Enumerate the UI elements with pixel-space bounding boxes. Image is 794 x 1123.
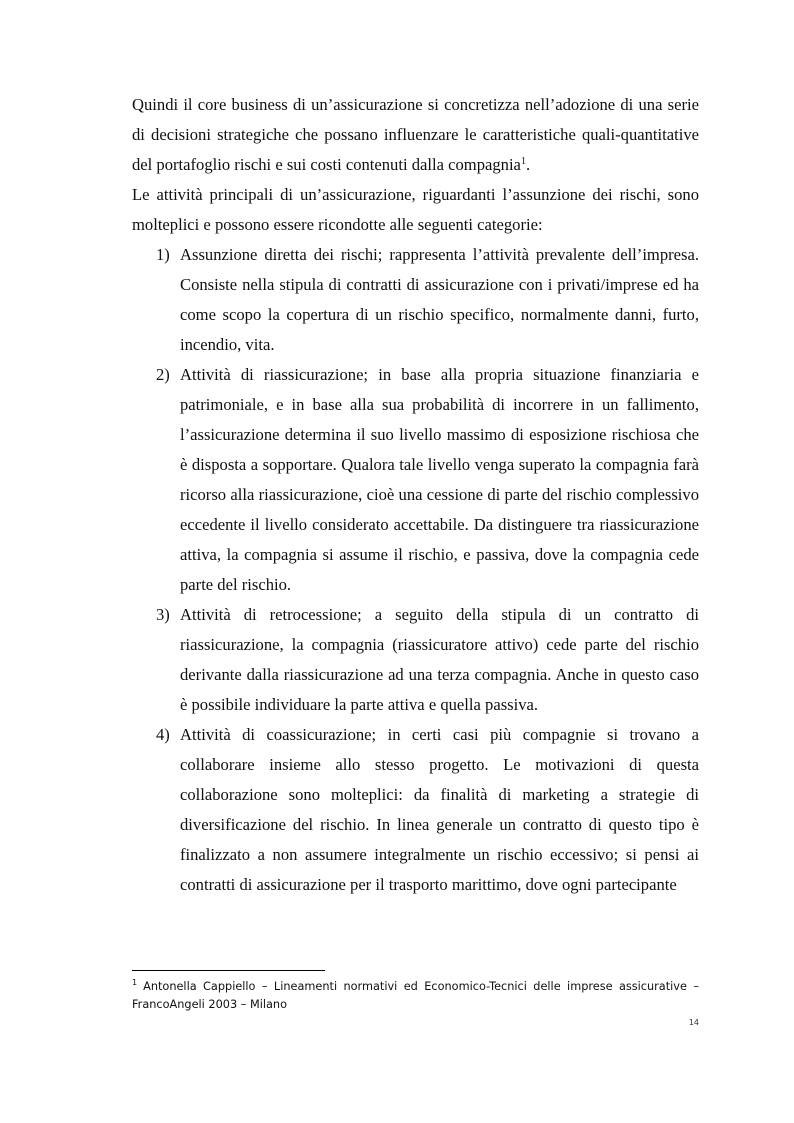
- list-item: [132, 600, 699, 720]
- intro-paragraph: [132, 90, 699, 180]
- list-item: [132, 240, 699, 360]
- body-text: [132, 90, 699, 900]
- list-item-number: 2): [156, 365, 170, 384]
- list-item: [132, 360, 699, 600]
- footnote: [132, 978, 699, 1014]
- list-item: [132, 720, 699, 900]
- list-item-text: Attività di riassicurazione; in base alla propria situazione finanziaria e patrimoniale, e in base alla sua probabilità di incorrere in un fallimento, l’assicurazione determina il suo livello massimo di esposizione rischiosa che è disposta a sopportare. Qualora tale livello venga superato la compagnia farà ricorso alla riassicurazione, cioè una cessione di parte del rischio complessivo eccedente il livello considerato accettabile. Da distinguere tra riassicurazione attiva, la compagnia si assume il rischio, e passiva, dove la compagnia cede parte del rischio.: [180, 365, 699, 594]
- footnote-number: 1: [132, 978, 138, 987]
- list-item-text: Attività di retrocessione; a seguito della stipula di un contratto di riassicurazione, la compagnia (riassicuratore attivo) cede parte del rischio derivante dalla riassicurazione ad una terza compagnia. Anche in questo caso è possibile individuare la parte attiva e quella passiva.: [180, 605, 699, 714]
- footnote-reference[interactable]: 1: [520, 156, 526, 167]
- footnote-text: Antonella Cappiello – Lineamenti normativi ed Economico-Tecnici delle imprese assicurative – FrancoAngeli 2003 – Milano: [132, 980, 699, 1011]
- lead-paragraph: Le attività principali di un’assicurazione, riguardanti l’assunzione dei rischi, sono molteplici e possono essere ricondotte alle seguenti categorie:: [132, 185, 699, 234]
- list-item-text: Attività di coassicurazione; in certi casi più compagnie si trovano a collaborare insieme allo stesso progetto. Le motivazioni di questa collaborazione sono molteplici: da finalità di marketing a strategie di diversificazione del rischio. In linea generale un contratto di questo tipo è finalizzato a non assumere integralmente un rischio eccessivo; si pensi ai contratti di assicurazione per il trasporto marittimo, dove ogni partecipante: [180, 725, 699, 894]
- intro-end: .: [525, 155, 531, 174]
- list-item-number: 1): [156, 245, 170, 264]
- intro-text: Quindi il core business di un’assicurazione si concretizza nell’adozione di una serie di decisioni strategiche che possano influenzare le caratteristiche quali-quantitative del portafoglio rischi e sui costi contenuti dalla compagnia: [132, 95, 699, 174]
- list-item-text: Assunzione diretta dei rischi; rappresenta l’attività prevalente dell’impresa. Consiste nella stipula di contratti di assicurazione con i privati/imprese ed ha come scopo la copertura di un rischio specifico, normalmente danni, furto, incendio, vita.: [180, 245, 699, 354]
- list-item-number: 4): [156, 725, 170, 744]
- page-number: 14: [688, 1018, 699, 1027]
- footnote-separator: [132, 970, 325, 971]
- list-item-number: 3): [156, 605, 170, 624]
- category-list: [132, 240, 699, 900]
